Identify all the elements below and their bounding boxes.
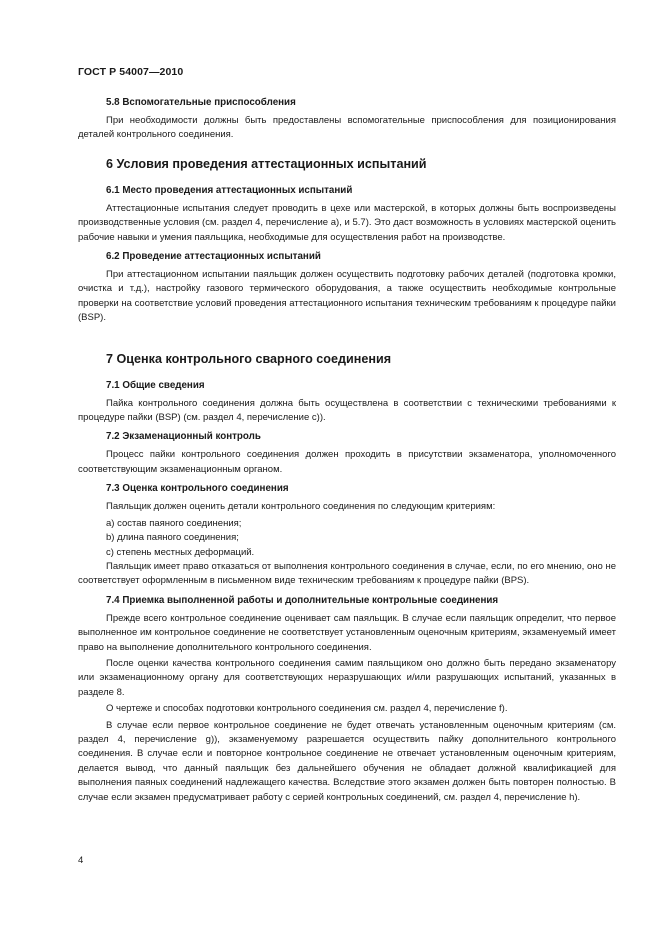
document-page bbox=[78, 66, 616, 807]
page-number: 4 bbox=[78, 855, 84, 866]
section-7-4-paragraph-3: О чертеже и способах подготовки контрольного соединения см. раздел 4, перечисление f). bbox=[106, 703, 508, 715]
section-7-3-paragraph-refusal: Паяльщик имеет право отказаться от выполнения контрольного соединения в случае, если, по его мнению, оно не соответствует оформленным в письменном виде техническим требованиям к процедуре пайки (BPS). bbox=[78, 560, 616, 587]
criteria-list-item: a) состав паяного соединения; bbox=[106, 517, 242, 529]
section-6-2-paragraph: При аттестационном испытании паяльщик должен осуществить подготовку рабочих деталей (подготовка кромки, очистка и т.д.), настройку газового термического оборудования, а также осуществить необходимые контрольные проверки на соответствие условий проведения аттестационного испытания техническим требованиям к процедуре пайки (BSP). bbox=[78, 269, 616, 324]
criteria-list-item: c) степень местных деформаций. bbox=[106, 546, 255, 558]
section-7-4-paragraph-2: После оценки качества контрольного соединения самим паяльщиком оно должно быть передано экзаменатору или экзаменационному органу для соответствующих неразрушающих и/или разрушающих испытаний, указанных в разделе 8. bbox=[78, 657, 616, 698]
section-5-8-paragraph: При необходимости должны быть предоставлены вспомогательные приспособления для позиционирования деталей контрольного соединения. bbox=[78, 115, 616, 141]
section-7-2-paragraph: Процесс пайки контрольного соединения должен проходить в присутствии экзаменатора, уполномоченного соответствующим экзаменационным органом. bbox=[78, 449, 616, 475]
section-6-2-heading: 6.2 Проведение аттестационных испытаний bbox=[106, 251, 321, 263]
section-7-3-paragraph-intro: Паяльщик должен оценить детали контрольного соединения по следующим критериям: bbox=[106, 501, 496, 513]
section-7-1-paragraph: Пайка контрольного соединения должна быть осуществлена в соответствии с техническими требованиями к процедуре пайки (BSP) (см. раздел 4, перечисление с)). bbox=[78, 397, 616, 424]
section-7-4-paragraph-4: В случае если первое контрольное соединение не будет отвечать установленным оценочным критериям (см. раздел 4, перечисление g)), экзаменуемому разрешается осуществить пайку дополнительного контрольного соединения. В случае если и повторное контрольное соединение не отвечает установленным оценочным критериям, делается вывод, что данный паяльщик без дальнейшего обучения не обладает должной квалификацией для выполнения паяных соединений надлежащего качества. Вследствие этого экзамен должен быть повторен полностью. В случае если экзамен предусматривает работу с серией контрольных соединений, см. раздел 4, перечисление h). bbox=[78, 719, 616, 803]
section-6-1-paragraph: Аттестационные испытания следует проводить в цехе или мастерской, в которых должны быть воспроизведены производственные условия (см. раздел 4, перечисление а), и 5.7). Это даст возможность в условиях мастерской оценить рабочие навыки и умения паяльщика, необходимые для осуществления работ на производстве. bbox=[78, 202, 616, 243]
section-7-4-heading: 7.4 Приемка выполненной работы и дополнительные контрольные соединения bbox=[106, 594, 499, 606]
section-7-4-paragraph-1: Прежде всего контрольное соединение оценивает сам паяльщик. В случае если паяльщик определит, что первое выполненное им контрольное соединение не соответствует установленным оценочным критериям, экзаменуемый имеет право на выполнение дополнительного контрольного соединения. bbox=[78, 612, 616, 653]
section-7-3-heading: 7.3 Оценка контрольного соединения bbox=[106, 483, 289, 495]
section-7-1-heading: 7.1 Общие сведения bbox=[106, 379, 205, 391]
section-6-1-heading: 6.1 Место проведения аттестационных испытаний bbox=[106, 184, 353, 196]
section-5-8-heading: 5.8 Вспомогательные приспособления bbox=[106, 97, 296, 108]
section-6-heading: 6 Условия проведения аттестационных испытаний bbox=[106, 156, 427, 171]
section-7-2-heading: 7.2 Экзаменационный контроль bbox=[106, 431, 261, 443]
document-code-header: ГОСТ Р 54007—2010 bbox=[78, 66, 184, 78]
criteria-list-item: b) длина паяного соединения; bbox=[106, 532, 239, 544]
section-7-heading: 7 Оценка контрольного сварного соединения bbox=[106, 351, 392, 366]
